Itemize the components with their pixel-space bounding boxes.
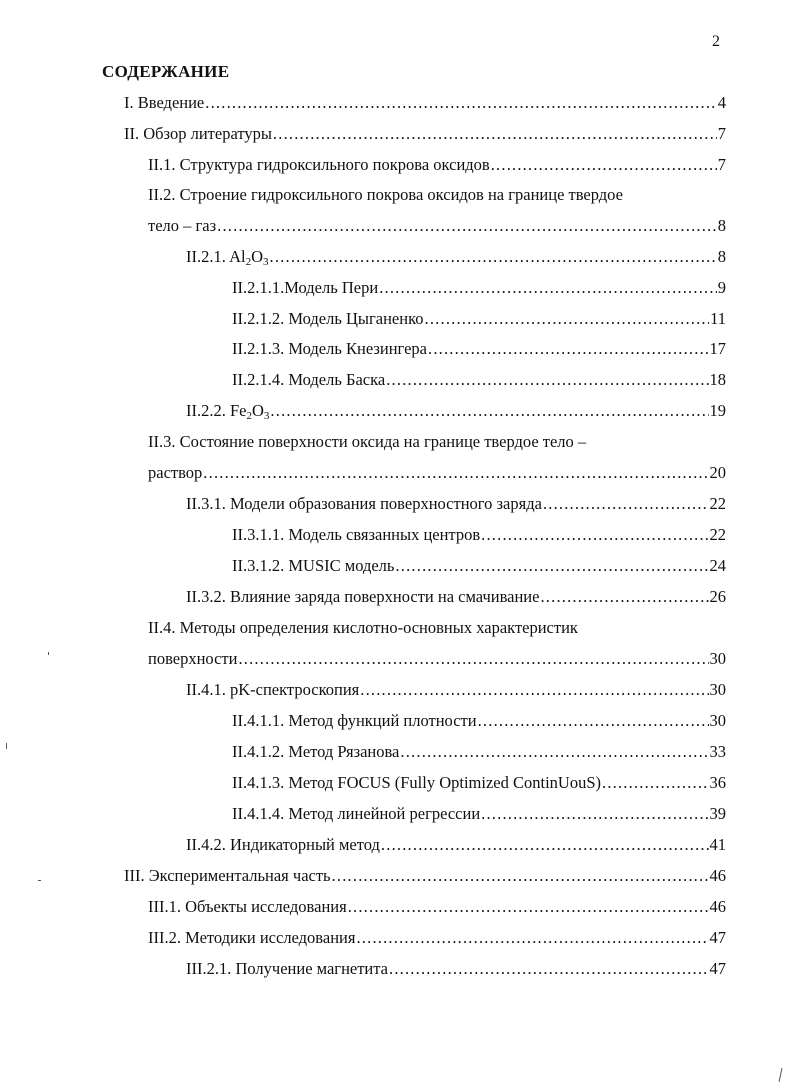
toc-entry-label: III. Экспериментальная часть: [124, 866, 331, 885]
toc-entry: [148, 463, 726, 483]
toc-entry-label: I. Введение: [124, 93, 205, 112]
dot-leader: [205, 93, 716, 113]
toc-entry: [232, 742, 726, 762]
toc-entry: [232, 773, 726, 793]
toc-entry: [232, 804, 726, 824]
dot-leader: [217, 216, 717, 236]
toc-entry: [148, 432, 726, 452]
toc-entry: [232, 711, 726, 731]
dot-leader: [332, 866, 709, 886]
toc-entry-label: II.4.1.1. Метод функций плотности: [232, 711, 477, 730]
toc-entry-page: 47: [709, 928, 726, 947]
toc-entry-page: 36: [709, 773, 726, 792]
dot-leader: [356, 928, 708, 948]
toc-entry: [148, 649, 726, 669]
toc-entry-label: II.3.1.2. MUSIC модель: [232, 556, 395, 575]
dot-leader: [478, 711, 709, 731]
toc-entry: [148, 185, 726, 205]
toc-entry-label: II.2.1.1.Модель Пери: [232, 278, 379, 297]
toc-entry-page: 18: [709, 370, 726, 389]
toc-entry-label: II. Обзор литературы: [124, 124, 272, 143]
toc-entry-label: II.4. Методы определения кислотно-основных характеристик: [148, 618, 578, 637]
toc-entry: [232, 525, 726, 545]
toc-entry-label: II.2. Строение гидроксильного покрова оксидов на границе твердое: [148, 185, 623, 204]
scan-speck: [48, 652, 49, 655]
dot-leader: [481, 525, 708, 545]
toc-entry-page: 22: [709, 525, 726, 544]
dot-leader: [360, 680, 708, 700]
toc-entry-page: 33: [709, 742, 726, 761]
toc-entry-page: 39: [709, 804, 726, 823]
toc-entry: [124, 124, 726, 144]
toc-entry-page: 47: [709, 959, 726, 978]
toc-entry-label: раствор: [148, 463, 203, 482]
page-number: 2: [712, 33, 720, 50]
toc-title: СОДЕРЖАНИЕ: [102, 62, 230, 81]
toc-entry: [148, 928, 726, 948]
toc-entry-label: II.4.2. Индикаторный метод: [186, 835, 380, 854]
toc-entry: [124, 866, 726, 886]
toc-entry-page: 30: [709, 711, 726, 730]
toc-entry-page: 8: [717, 216, 726, 235]
toc-entry: [186, 835, 726, 855]
toc-entry-label: II.4.1.2. Метод Рязанова: [232, 742, 400, 761]
toc-entry-page: 7: [717, 124, 726, 143]
dot-leader: [395, 556, 708, 576]
toc-entry-page: 4: [717, 93, 726, 112]
toc-entry-label: II.2.1.2. Модель Цыганенко: [232, 309, 424, 328]
scan-speck: [6, 743, 7, 749]
dot-leader: [238, 649, 708, 669]
dot-leader: [543, 494, 709, 514]
dot-leader: [270, 247, 717, 267]
dot-leader: [381, 835, 709, 855]
toc-entry-page: 41: [709, 835, 726, 854]
toc-entry-label: II.2.1.3. Модель Кнезингера: [232, 339, 427, 358]
toc-entry: [186, 959, 726, 979]
toc-entry-label: II.2.1.4. Модель Баска: [232, 370, 386, 389]
dot-leader: [386, 370, 708, 390]
toc-entry-page: 22: [709, 494, 726, 513]
toc-entry: [148, 216, 726, 236]
dot-leader: [273, 124, 717, 144]
toc-entry-label: III.2. Методики исследования: [148, 928, 356, 947]
toc-entry-label: III.2.1. Получение магнетита: [186, 959, 388, 978]
dot-leader: [379, 278, 717, 298]
toc-entry-label: II.3.1.1. Модель связанных центров: [232, 525, 481, 544]
toc-entry: [232, 278, 726, 298]
toc-entry-label: II.3. Состояние поверхности оксида на границе твердое тело –: [148, 432, 587, 451]
dot-leader: [602, 773, 709, 793]
dot-leader: [203, 463, 708, 483]
toc-entry-label: II.3.2. Влияние заряда поверхности на смачивание: [186, 587, 540, 606]
toc-entry: [148, 155, 726, 175]
toc-entry-page: 9: [717, 278, 726, 297]
dot-leader: [425, 309, 710, 329]
toc-entry-label: II.1. Структура гидроксильного покрова оксидов: [148, 155, 490, 174]
toc-entry-label: II.2.2. $Fe_2O_3$: [186, 401, 270, 422]
toc-entry-page: 7: [717, 155, 726, 174]
toc-entry: [186, 587, 726, 607]
toc-entry-label: II.4.1.3. Метод FOCUS (Fully Optimized ContinUouS): [232, 773, 601, 792]
dot-leader: [481, 804, 708, 824]
toc-entry: [148, 897, 726, 917]
toc-entry-page: 11: [710, 309, 726, 328]
toc-entry-label: II.2.1. $Al_2O_3$: [186, 247, 269, 268]
toc-entry-page: 20: [709, 463, 726, 482]
toc-entry: [232, 370, 726, 390]
toc-entry-label: II.4.1.4. Метод линейной регрессии: [232, 804, 481, 823]
dot-leader: [270, 401, 708, 421]
toc-entry: [232, 309, 726, 329]
dot-leader: [389, 959, 709, 979]
toc-entry-page: 24: [709, 556, 726, 575]
toc-entry-label: тело – газ: [148, 216, 217, 235]
toc-entry-label: II.4.1. pK-спектроскопия: [186, 680, 360, 699]
toc-entry-page: 46: [709, 897, 726, 916]
toc-entry-label: поверхности: [148, 649, 238, 668]
toc-entry-page: 30: [709, 680, 726, 699]
toc-entry: [186, 401, 726, 421]
dot-leader: [400, 742, 708, 762]
toc-entry: [124, 93, 726, 113]
toc-entry: [186, 494, 726, 514]
toc-entry-page: 8: [717, 247, 726, 266]
dot-leader: [428, 339, 709, 359]
toc-entry-page: 30: [709, 649, 726, 668]
toc-entry-page: 26: [709, 587, 726, 606]
toc-entry-page: 17: [709, 339, 726, 358]
toc-entry-label: II.3.1. Модели образования поверхностного заряда: [186, 494, 542, 513]
toc-entry: [232, 339, 726, 359]
toc-entry: [148, 618, 726, 638]
scan-speck: [38, 880, 41, 881]
scan-speck: [779, 1068, 783, 1082]
toc-entry: [186, 247, 726, 267]
toc-entry-page: 46: [709, 866, 726, 885]
dot-leader: [540, 587, 708, 607]
toc-entry: [186, 680, 726, 700]
toc-entry-page: 19: [709, 401, 726, 420]
toc-entry-label: III.1. Объекты исследования: [148, 897, 347, 916]
dot-leader: [491, 155, 717, 175]
toc-entry: [232, 556, 726, 576]
dot-leader: [348, 897, 709, 917]
